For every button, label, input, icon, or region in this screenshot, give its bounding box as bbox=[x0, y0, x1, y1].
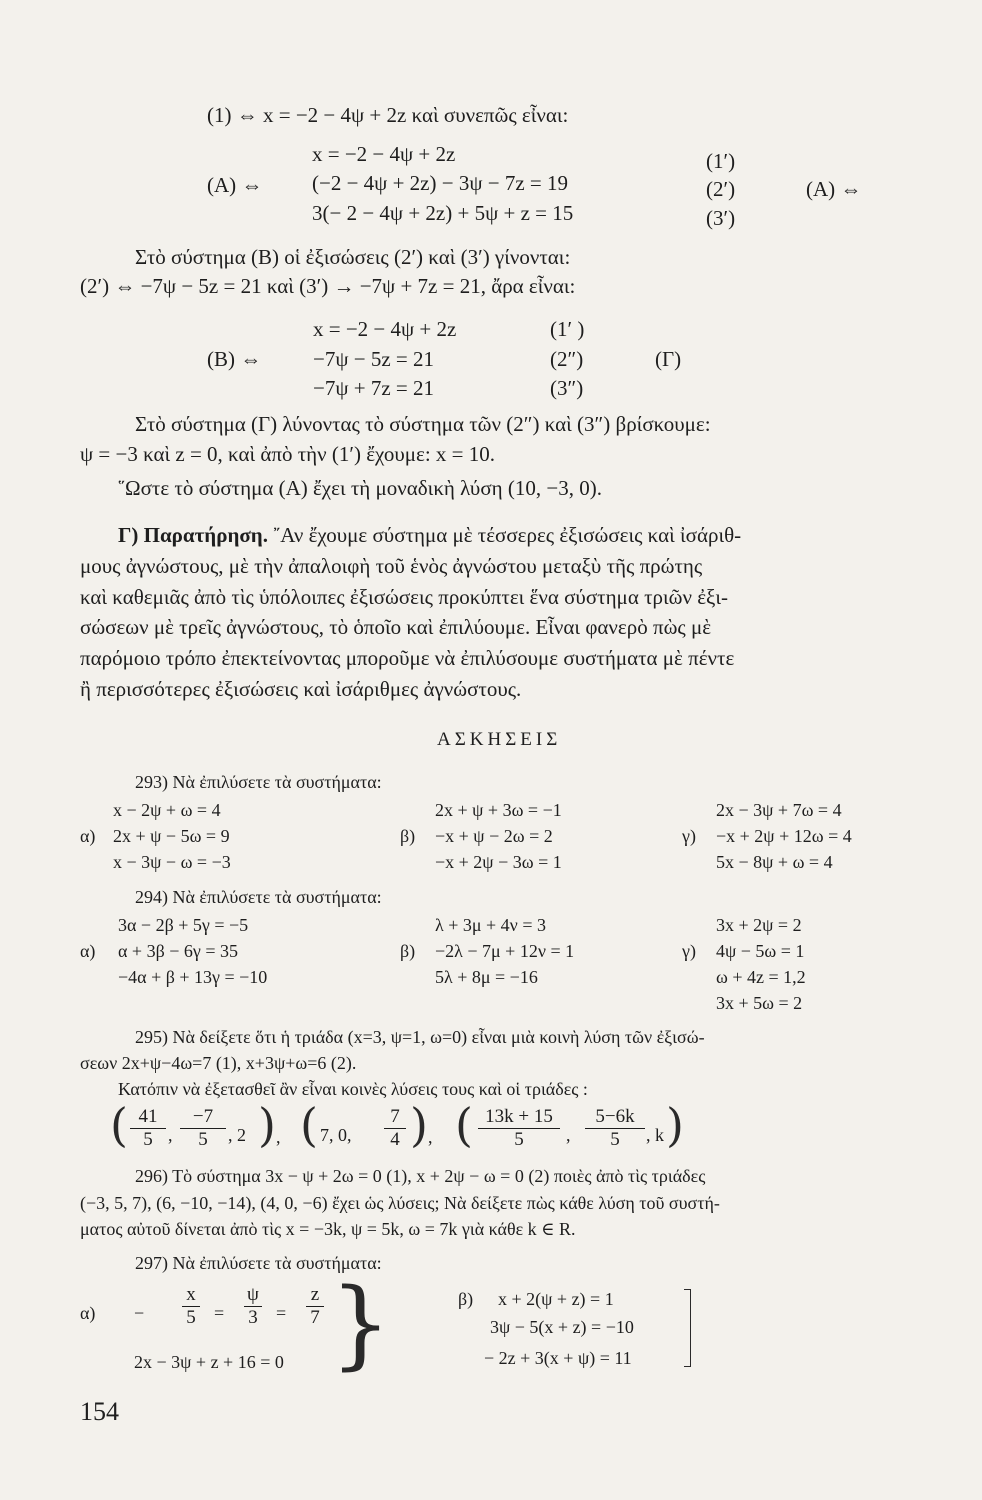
fraction bbox=[182, 1284, 200, 1329]
minus-sign: − bbox=[134, 1303, 145, 1323]
equation-tag: (1′ ) bbox=[550, 317, 585, 341]
item-label: α) bbox=[80, 826, 96, 846]
numerator: −7 bbox=[192, 1106, 214, 1127]
right-paren: ) bbox=[258, 1098, 276, 1152]
equation: −2λ − 7μ + 12ν = 1 bbox=[435, 941, 575, 961]
text-line: σώσεων μὲ τρεῖς ἀγνώστους, τὸ ὁποῖο καὶ ἐπιλύουμε. Εἶναι φανερὸ πὼς μὲ bbox=[80, 615, 712, 639]
numerator: 41 bbox=[138, 1106, 158, 1127]
separator: , bbox=[428, 1127, 433, 1147]
equals-sign: = bbox=[214, 1303, 225, 1323]
fraction bbox=[306, 1284, 324, 1329]
equation: −x + 2ψ − 3ω = 1 bbox=[435, 852, 562, 872]
text-line: ῎Αν ἔχουμε σύστημα μὲ τέσσερες ἐξισώσεις καὶ ἰσάριθ- bbox=[267, 523, 742, 547]
denominator: 7 bbox=[310, 1307, 320, 1328]
denominator: 4 bbox=[390, 1129, 400, 1150]
denominator: 5 bbox=[514, 1129, 524, 1150]
fraction bbox=[478, 1106, 560, 1151]
exercise-293-title: 293) Νὰ ἐπιλύσετε τὰ συστήματα: bbox=[135, 772, 382, 792]
remark-heading: Γ) Παρατήρηση. bbox=[118, 523, 268, 547]
right-paren: ) bbox=[410, 1098, 428, 1152]
text-line: μους ἀγνώστους, μὲ τὴν ἀπαλοιφὴ τοῦ ἑνὸς ἀγνώστου μεταξὺ τῆς πρώτης bbox=[80, 554, 703, 578]
equation: ω + 4z = 1,2 bbox=[716, 967, 806, 987]
equation: 3x + 5ω = 2 bbox=[716, 993, 803, 1013]
denominator: 5 bbox=[610, 1129, 620, 1150]
item-label: α) bbox=[80, 1303, 96, 1323]
remark-first-line bbox=[118, 522, 741, 549]
fraction bbox=[585, 1106, 645, 1151]
equation: 3ψ − 5(x + z) = −10 bbox=[490, 1317, 634, 1337]
text-line: ῞Ωστε τὸ σύστημα (Α) ἔχει τὴ μοναδικὴ λύση (10, −3, 0). bbox=[118, 476, 602, 500]
page-number: 154 bbox=[80, 1397, 119, 1426]
equals-sign: = bbox=[276, 1303, 287, 1323]
equation-tag: (3″) bbox=[550, 376, 584, 400]
fraction bbox=[244, 1284, 262, 1329]
equation: 5λ + 8μ = −16 bbox=[435, 967, 538, 987]
equation: −7ψ − 5z = 21 bbox=[313, 347, 434, 371]
separator: , bbox=[566, 1125, 571, 1145]
text-line: ψ = −3 καὶ z = 0, καὶ ἀπὸ τὴν (1′) ἔχουμε: x = 10. bbox=[80, 442, 496, 466]
text-line: ἢ περισσότερες ἐξισώσεις καὶ ἰσάριθμες ἀγνώστους. bbox=[80, 677, 522, 701]
equation: 2x − 3ψ + z + 16 = 0 bbox=[134, 1352, 284, 1372]
equation: λ + 3μ + 4ν = 3 bbox=[435, 915, 546, 935]
item-label: β) bbox=[400, 826, 416, 846]
text-line: (2′) ⇔ −7ψ − 5z = 21 καὶ (3′) → −7ψ + 7z = 21, ἄρα εἶναι: bbox=[80, 274, 576, 298]
equation-tag: (2″) bbox=[550, 347, 584, 371]
text-line: (1) ⇔ x = −2 − 4ψ + 2z καὶ συνεπῶς εἶναι: bbox=[207, 103, 569, 127]
system-label: (Α) ⇔ bbox=[806, 177, 862, 201]
numerator: ψ bbox=[247, 1284, 259, 1305]
equation: x − 3ψ − ω = −3 bbox=[113, 852, 231, 872]
exercise-294-title: 294) Νὰ ἐπιλύσετε τὰ συστήματα: bbox=[135, 887, 382, 907]
left-paren: ( bbox=[110, 1098, 128, 1152]
left-paren: ( bbox=[300, 1098, 318, 1152]
right-brace: } bbox=[330, 1268, 392, 1380]
fraction bbox=[180, 1106, 226, 1151]
exercise-295-text: 295) Νὰ δείξετε ὅτι ἡ τριάδα (x=3, ψ=1, ω=0) εἶναι μιὰ κοινὴ λύση τῶν ἐξισώ- bbox=[135, 1027, 705, 1047]
triple-rest: , k bbox=[646, 1125, 664, 1145]
system-label: (Β) ⇔ bbox=[207, 347, 262, 371]
numerator: x bbox=[186, 1284, 196, 1305]
item-label: γ) bbox=[682, 826, 696, 846]
exercise-296-text: (−3, 5, 7), (6, −10, −14), (4, 0, −6) ἔχει ὡς λύσεις; Νὰ δείξετε πὼς κάθε λύση τοῦ συστή- bbox=[80, 1193, 720, 1213]
equation: 3x + 2ψ = 2 bbox=[716, 915, 802, 935]
right-paren: ) bbox=[666, 1098, 684, 1152]
separator: , bbox=[168, 1125, 173, 1145]
text-line: Στὸ σύστημα (Γ) λύνοντας τὸ σύστημα τῶν (2″) καὶ (3″) βρίσκουμε: bbox=[135, 412, 711, 436]
denominator: 5 bbox=[143, 1129, 153, 1150]
equation: 4ψ − 5ω = 1 bbox=[716, 941, 805, 961]
numerator: 5−6k bbox=[595, 1106, 635, 1127]
separator: , bbox=[276, 1127, 281, 1147]
exercises-heading: ΑΣΚΗΣΕΙΣ bbox=[437, 729, 562, 750]
equation: − 2z + 3(x + ψ) = 11 bbox=[484, 1348, 632, 1368]
item-label: β) bbox=[458, 1289, 474, 1309]
equation: 2x + ψ + 3ω = −1 bbox=[435, 800, 562, 820]
text-line: Στὸ σύστημα (Β) οἱ ἐξισώσεις (2′) καὶ (3′) γίνονται: bbox=[135, 245, 571, 269]
right-bracket bbox=[684, 1289, 691, 1367]
system-label: (Γ) bbox=[655, 347, 682, 371]
triple-rest: , 2 bbox=[228, 1125, 246, 1145]
fraction bbox=[130, 1106, 166, 1151]
exercise-295-text: Κατόπιν νὰ ἐξετασθεῖ ἂν εἶναι κοινὲς λύσεις τους καὶ οἱ τριάδες : bbox=[118, 1079, 588, 1099]
item-label: α) bbox=[80, 941, 96, 961]
denominator: 5 bbox=[186, 1307, 196, 1328]
denominator: 3 bbox=[248, 1307, 258, 1328]
equation: 2x + ψ − 5ω = 9 bbox=[113, 826, 230, 846]
denominator: 5 bbox=[198, 1129, 208, 1150]
numerator: z bbox=[310, 1284, 320, 1305]
equation: 3α − 2β + 5γ = −5 bbox=[118, 915, 249, 935]
item-label: β) bbox=[400, 941, 416, 961]
text-line: παρόμοιο τρόπο ἐπεκτείνοντας μποροῦμε νὰ ἐπιλύσουμε συστήματα μὲ πέντε bbox=[80, 646, 735, 670]
equation-tag: (2′) bbox=[706, 177, 736, 201]
equation-tag: (1′) bbox=[706, 149, 736, 173]
text-line: καὶ καθεμιᾶς ἀπὸ τὶς ὑπόλοιπες ἐξισώσεις προκύπτει ἕνα σύστημα τριῶν ἐξι- bbox=[80, 585, 729, 609]
equation: −7ψ + 7z = 21 bbox=[313, 376, 434, 400]
equation: x = −2 − 4ψ + 2z bbox=[313, 317, 457, 341]
exercise-296-text: 296) Τὸ σύστημα 3x − ψ + 2ω = 0 (1), x + 2ψ − ω = 0 (2) ποιὲς ἀπὸ τὶς τριάδες bbox=[135, 1166, 706, 1186]
numerator: 7 bbox=[390, 1106, 400, 1127]
triple-prefix: 7, 0, bbox=[320, 1125, 352, 1145]
equation: 5x − 8ψ + ω = 4 bbox=[716, 852, 833, 872]
equation: x = −2 − 4ψ + 2z bbox=[312, 142, 456, 166]
equation: −x + ψ − 2ω = 2 bbox=[435, 826, 553, 846]
equation: x − 2ψ + ω = 4 bbox=[113, 800, 221, 820]
exercise-296-text: ματος αὐτοῦ δίνεται ἀπὸ τὶς x = −3k, ψ = 5k, ω = 7k γιὰ κάθε k ∈ R. bbox=[80, 1219, 576, 1239]
exercise-297-title: 297) Νὰ ἐπιλύσετε τὰ συστήματα: bbox=[135, 1253, 382, 1273]
equation: x + 2(ψ + z) = 1 bbox=[498, 1289, 614, 1309]
system-label: (Α) ⇔ bbox=[207, 173, 263, 197]
exercise-295-text: σεων 2x+ψ−4ω=7 (1), x+3ψ+ω=6 (2). bbox=[80, 1053, 357, 1073]
left-paren: ( bbox=[455, 1098, 473, 1152]
equation: 2x − 3ψ + 7ω = 4 bbox=[716, 800, 842, 820]
equation: −4α + β + 13γ = −10 bbox=[118, 967, 268, 987]
item-label: γ) bbox=[682, 941, 696, 961]
equation: (−2 − 4ψ + 2z) − 3ψ − 7z = 19 bbox=[312, 171, 568, 195]
equation: 3(− 2 − 4ψ + 2z) + 5ψ + z = 15 bbox=[312, 201, 574, 225]
fraction bbox=[384, 1106, 406, 1151]
equation: α + 3β − 6γ = 35 bbox=[118, 941, 238, 961]
equation-tag: (3′) bbox=[706, 206, 736, 230]
equation: −x + 2ψ + 12ω = 4 bbox=[716, 826, 852, 846]
numerator: 13k + 15 bbox=[485, 1106, 553, 1127]
